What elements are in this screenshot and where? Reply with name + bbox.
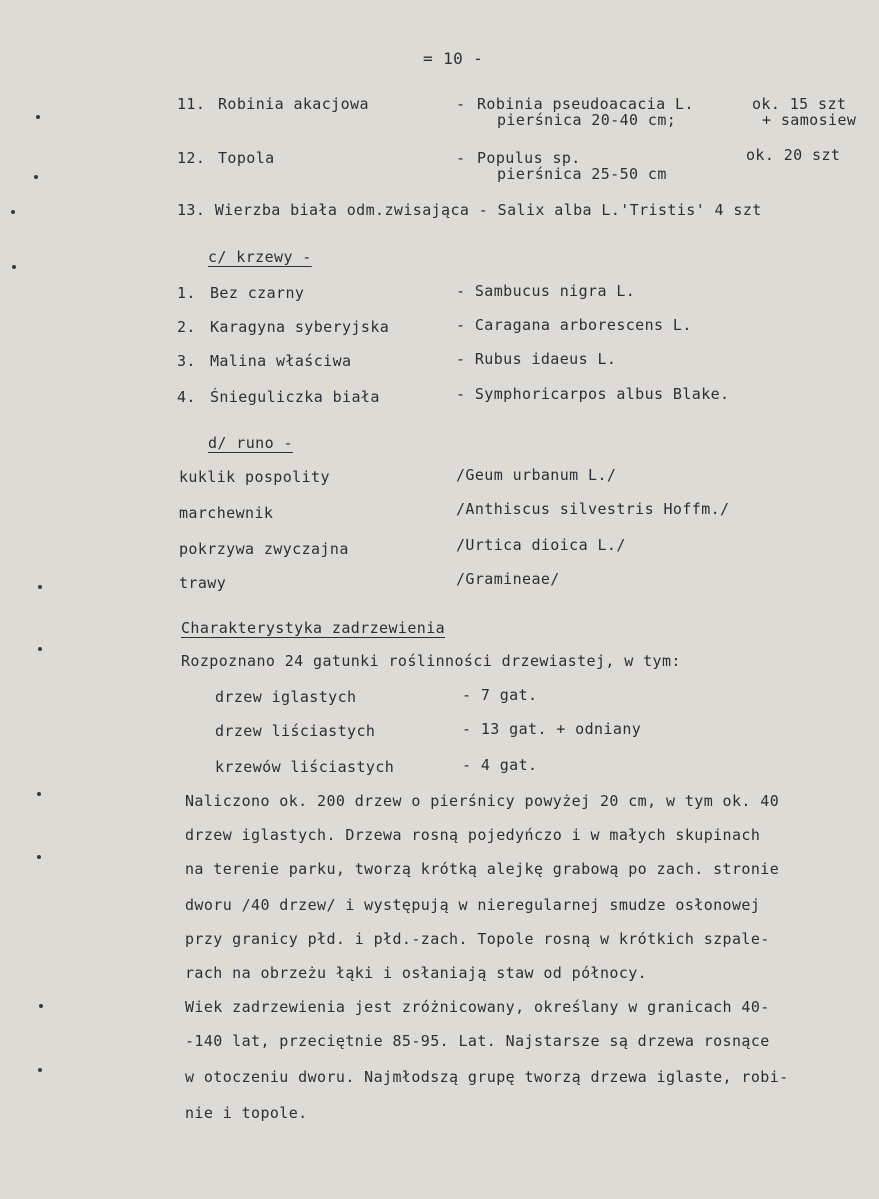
shrub-latin: - Caragana arborescens L. — [456, 316, 692, 334]
shrubs-heading: c/ krzewy - — [208, 248, 312, 266]
tree-11-latin: Robinia pseudoacacia L. — [477, 95, 694, 113]
tree-11-detail: pierśnica 20-40 cm; — [497, 111, 677, 129]
undergrowth-latin: /Gramineae/ — [456, 570, 560, 588]
tree-11-number: 11. — [177, 95, 206, 113]
shrub-latin: - Symphoricarpos albus Blake. — [456, 385, 730, 403]
characteristics-intro: Rozpoznano 24 gatunki roślinności drzewiastej, w tym: — [181, 652, 681, 670]
tree-12-dash: - — [456, 149, 466, 167]
margin-mark — [34, 175, 38, 179]
margin-mark — [37, 792, 41, 796]
shrub-number: 4. — [177, 388, 196, 406]
summary-value: - 4 gat. — [462, 756, 538, 774]
shrub-number: 3. — [177, 352, 196, 370]
tree-12-detail: pierśnica 25-50 cm — [497, 165, 667, 183]
paragraph-line: Wiek zadrzewienia jest zróżnicowany, określany w granicach 40- — [185, 998, 770, 1016]
margin-mark — [12, 265, 16, 269]
tree-11-dash: - — [456, 95, 466, 113]
tree-12-latin: Populus sp. — [477, 149, 581, 167]
undergrowth-name: trawy — [179, 574, 227, 592]
tree-12-number: 12. — [177, 149, 206, 167]
tree-11-count: ok. 15 szt — [752, 95, 847, 113]
undergrowth-name: pokrzywa zwyczajna — [179, 540, 349, 558]
undergrowth-latin: /Urtica dioica L./ — [456, 536, 626, 554]
margin-mark — [11, 210, 15, 214]
summary-label: krzewów liściastych — [215, 758, 395, 776]
paragraph-line: rach na obrzeżu łąki i osłaniają staw od północy. — [185, 964, 648, 982]
margin-mark — [38, 647, 42, 651]
shrub-name: Karagyna syberyjska — [210, 318, 390, 336]
paragraph-line: na terenie parku, tworzą krótką alejkę grabową po zach. stronie — [185, 860, 780, 878]
summary-value: - 13 gat. + odniany — [462, 720, 642, 738]
paragraph-line: drzew iglastych. Drzewa rosną pojedyńczo i w małych skupinach — [185, 826, 761, 844]
paragraph-line: Naliczono ok. 200 drzew o pierśnicy powyżej 20 cm, w tym ok. 40 — [185, 792, 780, 810]
summary-label: drzew iglastych — [215, 688, 357, 706]
tree-13-line: 13. Wierzba biała odm.zwisająca - Salix alba L.'Tristis' 4 szt — [177, 201, 762, 219]
shrub-name: Śnieguliczka biała — [210, 388, 380, 406]
undergrowth-heading: d/ runo - — [208, 434, 293, 452]
shrub-latin: - Sambucus nigra L. — [456, 282, 636, 300]
margin-mark — [36, 115, 40, 119]
margin-mark — [39, 1004, 43, 1008]
tree-12-name: Topola — [218, 149, 275, 167]
page-number: = 10 - — [423, 49, 484, 68]
shrub-latin: - Rubus idaeus L. — [456, 350, 617, 368]
undergrowth-latin: /Geum urbanum L./ — [456, 466, 617, 484]
summary-value: - 7 gat. — [462, 686, 538, 704]
paragraph-line: przy granicy płd. i płd.-zach. Topole rosną w krótkich szpale- — [185, 930, 770, 948]
tree-12-count: ok. 20 szt — [746, 146, 841, 164]
paragraph-line: -140 lat, przeciętnie 85-95. Lat. Najstarsze są drzewa rosnące — [185, 1032, 770, 1050]
summary-label: drzew liściastych — [215, 722, 376, 740]
margin-mark — [38, 1068, 42, 1072]
paragraph-line: nie i topole. — [185, 1104, 308, 1122]
tree-11-name: Robinia akacjowa — [218, 95, 369, 113]
undergrowth-name: marchewnik — [179, 504, 274, 522]
margin-mark — [38, 585, 42, 589]
paragraph-line: w otoczeniu dworu. Najmłodszą grupę tworzą drzewa iglaste, robi- — [185, 1068, 789, 1086]
margin-mark — [37, 855, 41, 859]
shrub-name: Bez czarny — [210, 284, 305, 302]
shrub-name: Malina właściwa — [210, 352, 352, 370]
shrub-number: 1. — [177, 284, 196, 302]
paragraph-line: dworu /40 drzew/ i występują w nieregularnej smudze osłonowej — [185, 896, 761, 914]
tree-11-extra: + samosiew — [762, 111, 857, 129]
undergrowth-latin: /Anthiscus silvestris Hoffm./ — [456, 500, 730, 518]
undergrowth-name: kuklik pospolity — [179, 468, 330, 486]
characteristics-heading: Charakterystyka zadrzewienia — [181, 619, 446, 637]
shrub-number: 2. — [177, 318, 196, 336]
